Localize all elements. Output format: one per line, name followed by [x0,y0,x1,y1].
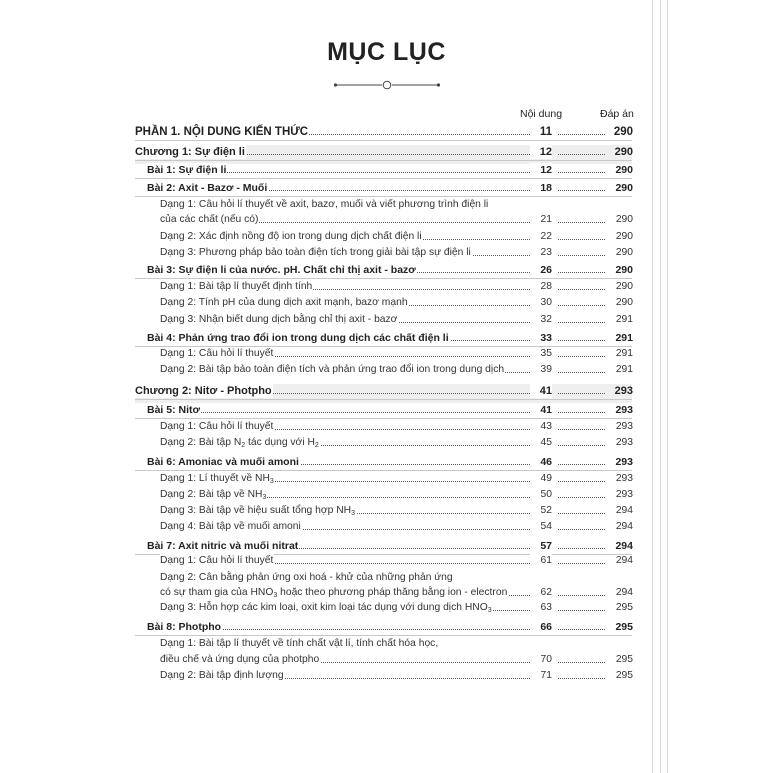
dot-leader [558,548,605,549]
toc-entry-item [160,230,633,244]
toc-entry-item [160,280,633,294]
dot-leader [147,412,530,413]
toc-entry-lesson [147,331,633,345]
toc-entry-answer-page: 290 [615,182,633,194]
page-title: MỤC LỤC [327,38,446,66]
toc-entry-page: 62 [530,586,552,600]
toc-entry-chap [135,384,633,398]
dot-leader [558,629,605,630]
toc-entry-answer-page: 293 [615,473,633,484]
dot-leader [558,322,605,323]
toc-entry-page: 63 [530,601,552,615]
toc-entry-title: Dạng 2: Xác định nồng độ ion trong dung dịch chất điện li [160,231,422,242]
dot-leader [558,662,605,663]
dot-leader [558,563,605,564]
toc-entry-title: điều chế và ứng dụng của photpho [160,654,320,665]
toc-entry-title: có sự tham gia của $HNO_3$ hoặc theo phương pháp thăng bằng ion - electron [160,587,508,599]
dot-leader [558,464,605,465]
dot-leader [558,678,605,679]
heading-separator [135,160,632,161]
toc-entry-title: Dạng 2: Bài tập bảo toàn điện tích và phản ứng trao đổi ion trong dung dịch [160,364,505,375]
toc-entry-page: 50 [530,488,552,502]
toc-entry-answer-page: 294 [615,555,633,566]
toc-entry-title: Dạng 1: Câu hỏi lí thuyết [160,555,274,566]
toc-entry-item [160,420,633,434]
dot-leader [558,412,605,413]
toc-entry-title: PHẦN 1. NỘI DUNG KIẾN THỨC [135,126,309,138]
toc-entry-title: Dạng 1: Lí thuyết về $NH_3$ [160,473,274,485]
dot-leader [558,305,605,306]
toc-entry-answer-page: 295 [615,670,633,681]
dot-leader [558,513,605,514]
toc-entry-lesson [147,620,633,634]
toc-entry-answer-page: 291 [615,314,633,325]
heading-separator [135,635,632,636]
toc-entry-title: Dạng 2: Bài tập $N_2$ tác dụng với $H_2$ [160,437,319,449]
toc-entry-answer-page: 293 [615,456,633,468]
toc-entry-page: 23 [530,246,552,260]
toc-entry-answer-page: 293 [615,404,633,416]
toc-entry-answer-page: 290 [615,231,633,242]
dot-leader [558,222,605,223]
toc-entry-answer-page: 290 [615,297,633,308]
toc-entry-title: Dạng 3: Phương pháp bảo toàn điện tích trong giải bài tập sự điện li [160,247,471,258]
toc-entry-page: 21 [530,213,552,227]
toc-entry-lesson [147,263,633,277]
toc-entry-answer-page: 295 [615,654,633,665]
toc-entry-answer-page: 290 [613,126,633,138]
toc-entry-page: 70 [530,653,552,667]
toc-entry-item [160,637,633,651]
dot-leader [558,289,605,290]
toc-entry-title: Dạng 1: Câu hỏi lí thuyết về axit, bazơ, muối và viết phương trình điện li [160,199,489,210]
toc-entry-page: 11 [530,125,552,139]
toc-entry-lesson [147,455,633,469]
toc-entry-item [160,554,633,568]
toc-entry-page: 71 [530,669,552,683]
toc-entry-item [160,571,633,585]
toc-entry-item-cont [160,653,633,667]
toc-entry-page: 12 [530,163,552,177]
toc-entry-title: Dạng 1: Câu hỏi lí thuyết [160,348,274,359]
toc-entry-item-cont [160,213,633,227]
toc-entry-item [160,436,633,450]
toc-entry-title: Dạng 3: Hỗn hợp các kim loại, oxit kim loại tác dụng với dung dịch $HNO_3$ [160,602,492,614]
toc-entry-page: 54 [530,520,552,534]
toc-entry-page: 12 [530,145,552,159]
toc-entry-title: Bài 6: Amoniac và muối amoni [147,456,299,468]
toc-entry-title: Bài 8: Photpho [147,621,222,633]
toc-entry-page: 28 [530,280,552,294]
toc-entry-page: 43 [530,420,552,434]
dot-leader [558,154,605,155]
toc-entry-item [160,246,633,260]
dot-leader [558,429,605,430]
toc-entry-page: 41 [530,384,552,398]
toc-entry-page: 49 [530,472,552,486]
dot-leader [558,239,605,240]
heading-separator [135,140,632,141]
toc-entry-title: Chương 2: Nitơ - Photpho [135,385,272,397]
toc-entry-answer-page: 293 [615,437,633,448]
toc-entry-answer-page: 294 [615,521,633,532]
toc-entry-page: 22 [530,230,552,244]
toc-entry-part [135,125,633,139]
toc-entry-title: Dạng 2: Bài tập định lượng [160,670,284,681]
heading-separator [135,399,632,400]
dot-leader [558,481,605,482]
toc-entry-item [160,347,633,361]
toc-entry-answer-page: 290 [615,281,633,292]
toc-entry-page: 45 [530,436,552,450]
toc-entry-answer-page: 291 [615,364,633,375]
toc-entry-item-cont [160,586,633,600]
dot-leader [558,255,605,256]
toc-entry-answer-page: 290 [615,264,633,276]
column-header-content: Nội dung [520,108,563,120]
toc-entry-answer-page: 290 [615,214,633,225]
toc-entry-title: Dạng 1: Câu hỏi lí thuyết [160,421,274,432]
toc-entry-item [160,520,633,534]
toc-entry-chap [135,145,633,159]
toc-entry-page: 52 [530,504,552,518]
heading-separator [135,470,632,471]
toc-entry-page: 30 [530,296,552,310]
toc-entry-item [160,488,633,502]
heading-separator [135,278,632,279]
toc-entry-answer-page: 293 [614,385,633,397]
toc-entry-answer-page: 290 [615,247,633,258]
toc-entry-title: Bài 3: Sự điện li của nước. pH. Chất chỉ thị axit - bazơ [147,264,416,276]
toc-entry-title: Dạng 2: Cân bằng phản ứng oxi hoá - khử của những phản ứng [160,572,453,583]
toc-entry-title: Dạng 3: Nhận biết dung dịch bằng chỉ thị axit - bazơ [160,314,398,325]
toc-entry-title: Dạng 3: Bài tập về hiệu suất tổng hợp $NH_3$ [160,505,355,517]
toc-entry-title: Dạng 2: Bài tập về $NH_3$ [160,489,267,501]
toc-entry-title: Dạng 2: Tính pH của dung dịch axit mạnh, bazơ mạnh [160,297,408,308]
toc-entry-page: 41 [530,403,552,417]
toc-entry-title: Bài 4: Phản ứng trao đổi ion trong dung dịch các chất điện li [147,332,449,344]
toc-entry-answer-page: 295 [615,602,633,613]
toc-entry-item [160,472,633,486]
toc-entry-answer-page: 291 [615,348,633,359]
toc-entry-page: 46 [530,455,552,469]
toc-entry-answer-page: 290 [614,146,633,158]
toc-entry-item [160,198,633,212]
column-header-answer: Đáp án [600,108,634,120]
dot-leader [558,529,605,530]
toc-entry-title: của các chất (nếu có) [160,214,259,225]
toc-entry-answer-page: 294 [615,540,633,552]
toc-entry-title: Dạng 4: Bài tập về muối amoni [160,521,301,532]
toc-entry-title: Dạng 1: Bài tập lí thuyết định tính [160,281,313,292]
toc-entry-answer-page: 293 [615,421,633,432]
dot-leader [558,595,605,596]
toc-entry-item [160,313,633,327]
toc-entry-item [160,504,633,518]
toc-entry-page: 61 [530,554,552,568]
toc-entry-page: 35 [530,347,552,361]
toc-entry-title: Bài 2: Axit - Bazơ - Muối [147,182,268,194]
dot-leader [558,134,605,135]
dot-leader [558,272,605,273]
dot-leader [558,445,605,446]
toc-entry-page: 18 [530,181,552,195]
toc-entry-answer-page: 291 [615,332,633,344]
dot-leader [558,172,605,173]
toc-entry-answer-page: 294 [615,587,633,598]
toc-entry-item [160,296,633,310]
toc-entry-item [160,669,633,683]
toc-entry-title: Bài 5: Nitơ [147,404,200,416]
toc-entry-page: 32 [530,313,552,327]
toc-entry-lesson [147,163,633,177]
toc-entry-item [160,601,633,615]
dot-leader [558,610,605,611]
toc-entry-lesson [147,539,633,553]
toc-entry-lesson [147,181,633,195]
dot-leader [558,372,605,373]
toc-entry-title: Bài 1: Sự điện li [147,164,227,176]
toc-entry-title: Chương 1: Sự điện li [135,146,245,158]
heading-separator [135,418,632,419]
heading-separator [135,196,632,197]
toc-entry-title: Bài 7: Axit nitric và muối nitrat [147,540,299,552]
toc-entry-answer-page: 294 [615,505,633,516]
toc-entry-title: Dạng 1: Bài tập lí thuyết về tính chất vật lí, tính chất hóa học, [160,638,439,649]
toc-entry-page: 26 [530,263,552,277]
toc-entry-page: 39 [530,363,552,377]
toc-entry-item [160,363,633,377]
toc-entry-page: 33 [530,331,552,345]
toc-entry-page: 57 [530,539,552,553]
toc-entry-answer-page: 295 [615,621,633,633]
toc-entry-page: 66 [530,620,552,634]
toc-entry-answer-page: 290 [615,164,633,176]
dot-leader [558,340,605,341]
dot-leader [558,356,605,357]
heading-separator [135,178,632,179]
toc-entry-lesson [147,403,633,417]
dot-leader [558,190,605,191]
dot-leader [558,393,605,394]
toc-entry-answer-page: 293 [615,489,633,500]
dot-leader [558,497,605,498]
